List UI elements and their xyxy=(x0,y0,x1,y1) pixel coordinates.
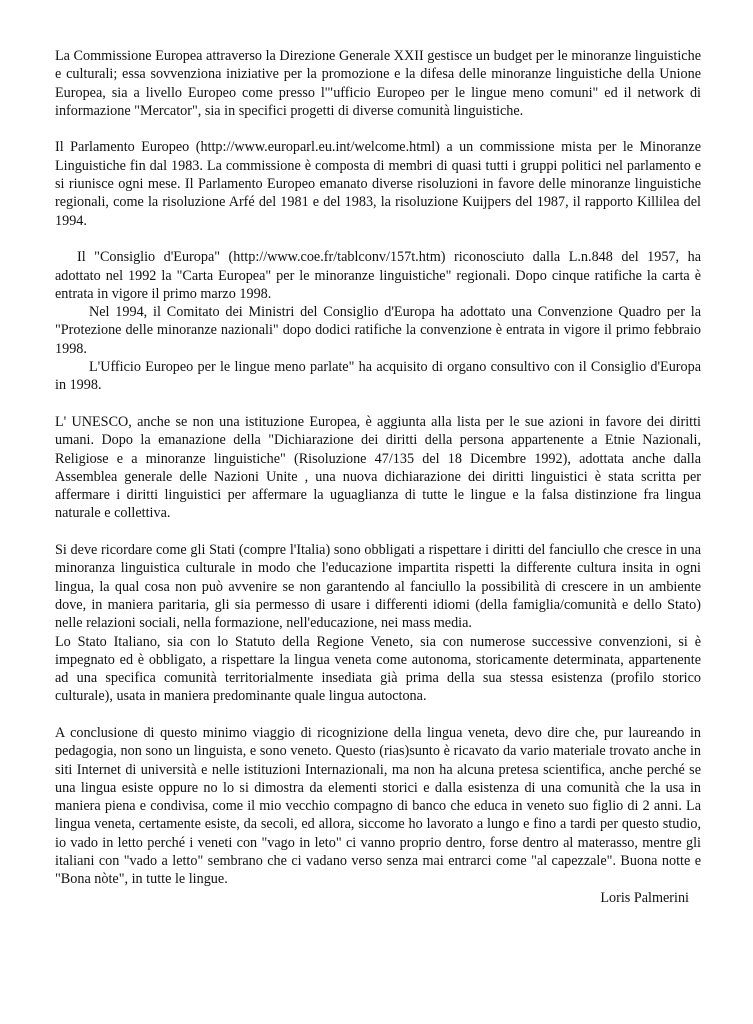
signature: Loris Palmerini xyxy=(600,889,689,906)
paragraph-consiglio: Il "Consiglio d'Europa" (http://www.coe.fr/tablconv/157t.htm) riconosciuto dalla L.n.848 del 1957, ha adottato nel 1992 la "Carta Europea" per le minoranze linguistiche" regionali. Dopo cinque ratifiche la carta è entrata in vigore il primo marzo 1998. xyxy=(55,249,701,302)
paragraph-fanciullo: Si deve ricordare come gli Stati (compre l'Italia) sono obbligati a rispettare i diritti del fanciullo che cresce in una minoranza linguistica culturale in modo che l'educazione impartita rispetti la differente cultura insita in ogni lingua, la qual cosa non può avvenire se non garantendo al fanciullo la possibilità di crescere in un ambiente dove, in maniera paritaria, gli sia permesso di usare i differenti idiomi (della famiglia/comunità e dello Stato) nelle relazioni sociali, nella formazione, nell'educazione, nei mass media. xyxy=(55,542,701,632)
paragraph-gap xyxy=(55,120,701,138)
paragraph-parlamento: Il Parlamento Europeo (http://www.europarl.eu.int/welcome.html) a un commissione mista per le Minoranze Linguistiche fin dal 1983. La commissione è composta di membri di quasi tutti i gruppi politici nel parlamento e si riunisce ogni mese. Il Parlamento Europeo emanato diverse risoluzioni in favore delle minoranze linguistiche regionali, come la risoluzione Arfé del 1981 e del 1983, la risoluzione Kuijpers del 1987, il rapporto Killilea del 1994. xyxy=(55,139,701,229)
paragraph-commissione: La Commissione Europea attraverso la Direzione Generale XXII gestisce un budget per le minoranze linguistiche e culturali; essa sovvenziona iniziative per la promozione e la difesa delle minoranze linguistiche della Unione Europea, sia a livello Europeo come presso l'"ufficio Europeo per le lingue meno comuni" ed il network di informazione "Mercator", sia in specifici progetti di diverse comunità linguistiche. xyxy=(55,48,701,119)
paragraph-gap xyxy=(55,395,701,413)
paragraph-comitato: Nel 1994, il Comitato dei Ministri del Consiglio d'Europa ha adottato una Convenzione Quadro per la "Protezione delle minoranze nazionali" dopo dodici ratifiche la convenzione è entrata in vigore il primo febbraio 1998. xyxy=(55,304,701,357)
paragraph-ufficio: L'Ufficio Europeo per le lingue meno parlate" ha acquisito di organo consultivo con il Consiglio d'Europa in 1998. xyxy=(55,359,701,394)
paragraph-stato-italiano: Lo Stato Italiano, sia con lo Statuto della Regione Veneto, sia con numerose successive convenzioni, si è impegnato ed è obbligato, a rispettare la lingua veneta come autonoma, storicamente determinata, appartenente ad una specifica comunità territorialmente insediata già prima della sua stessa esistenza (profilo storico culturale), usata in maniera predominante quale lingua autoctona. xyxy=(55,633,701,705)
paragraph-unesco: L' UNESCO, anche se non una istituzione Europea, è aggiunta alla lista per le sue azioni in favore dei diritti umani. Dopo la emanazione della "Dichiarazione dei diritti della persona appartenente a Etnie Nazionali, Religiose e a minoranze linguistiche" (Risoluzione 47/135 del 18 Dicembre 1992), adottata anche dalla Assemblea generale delle Nazioni Unite , una nuova dichiarazione dei diritti linguistici è stata scritta per affermare i diritti linguistici per affermare la uguaglianza di tutte le lingue e la falsa distinzione fra lingua naturale e collettiva. xyxy=(55,413,701,522)
document-page xyxy=(55,47,701,907)
paragraph-gap xyxy=(55,523,701,541)
paragraph-conclusione: A conclusione di questo minimo viaggio di ricognizione della lingua veneta, devo dire che, pur laureando in pedagogia, non sono un linguista, e sono veneto. Questo (rias)sunto è ricavato da vario materiale trovato anche in siti Internet di università e nelle istituzioni Internazionali, ma non ha alcuna pretesa scientifica, anche perché se una lingua esiste oppure no lo si dimostra da elementi storici e dalla esistenza di una comunità che la usa in maniera piena e condivisa, come il mio vecchio compagno di banco che educa in veneto suo figlio di 2 anni. La lingua veneta, certamente esiste, da secoli, ed allora, siccome ho lavorato a lungo e fino a tardi per questo studio, io vado in letto perché i veneti con "vago in leto" ci vanno proprio dentro, forse dentro al materasso, mentre gli italiani con "vado a letto" sembrano che ci vadano verso senza mai entrarci come "al capezzale". Buona notte e "Bona nòte", in tutte le lingue. xyxy=(55,724,701,888)
paragraph-gap xyxy=(55,706,701,724)
paragraph-gap xyxy=(55,230,701,248)
